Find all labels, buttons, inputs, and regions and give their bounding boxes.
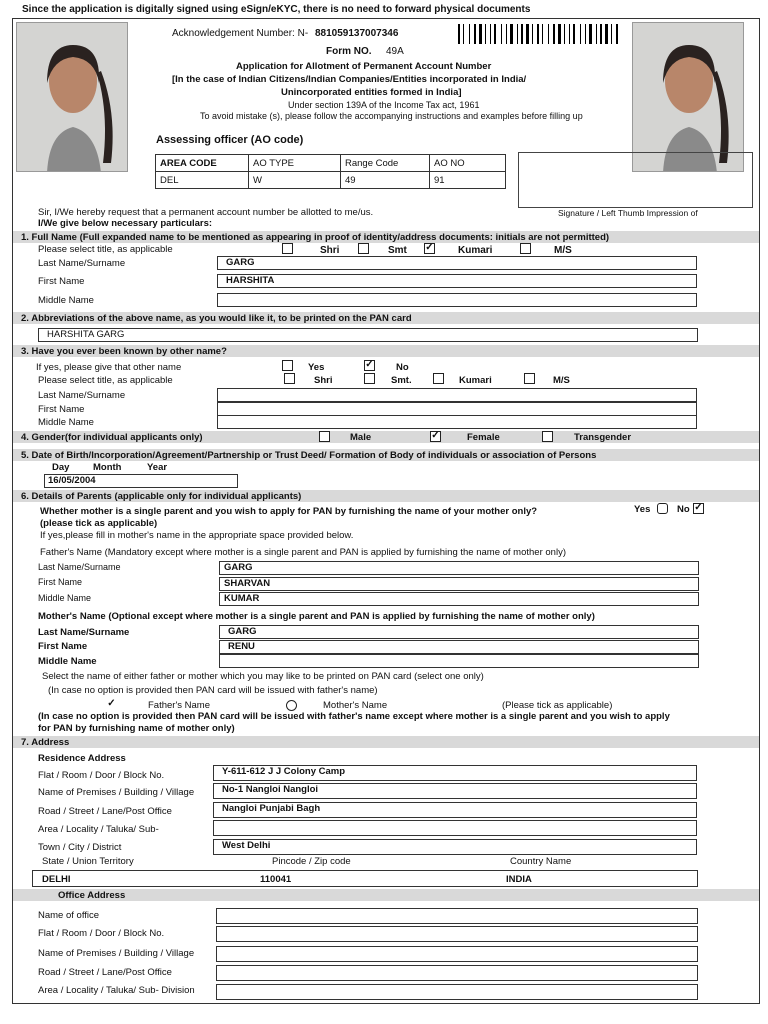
s3-kumari-label: Kumari: [459, 375, 492, 386]
s6-select-line-2: (In case no option is provided then PAN card will be issued with father's name): [48, 685, 378, 696]
ao-head-type: AO TYPE: [249, 155, 341, 172]
ao-head-no: AO NO: [430, 155, 506, 172]
s4-female-checkbox[interactable]: ✓: [431, 430, 440, 441]
s3-smt-label: Smt.: [391, 375, 412, 386]
office-address-header: Office Address: [13, 889, 759, 901]
s7-road-field[interactable]: Nangloi Punjabi Bagh: [213, 802, 697, 818]
s6-father-heading: Father's Name (Mandatory except where mother is a single parent and PAN is applied by furnishing the name of mother only): [40, 547, 566, 558]
s6-note-1: (In case no option is provided then PAN card will be issued with father's name except where mother is a single parent and you wish to apply: [38, 711, 670, 722]
ack-label: Acknowledgement Number: N-: [172, 28, 309, 39]
s1-title-label: Please select title, as applicable: [38, 244, 173, 255]
s3-ms-label: M/S: [553, 375, 570, 386]
section-5-header: 5. Date of Birth/Incorporation/Agreement/Partnership or Trust Deed/ Formation of Body of individuals or association of Persons: [13, 449, 759, 461]
office-name-field[interactable]: [216, 908, 698, 924]
s7-town-label: Town / City / District: [38, 842, 122, 853]
s7-area-field[interactable]: [213, 820, 697, 836]
s6-select-line-1: Select the name of either father or mother which you may like to be printed on PAN card (select one only): [42, 671, 484, 682]
s1-ms-checkbox[interactable]: [520, 243, 531, 254]
s6-question-3: If yes,please fill in mother's name in the appropriate space provided below.: [40, 530, 354, 541]
s7-state-pin-country-row: [32, 870, 698, 887]
s6-father-last-label: Last Name/Surname: [38, 562, 121, 572]
s4-transgender-checkbox[interactable]: [542, 431, 553, 442]
s6-father-last-field[interactable]: GARG: [219, 561, 699, 575]
s3-ms-checkbox[interactable]: [524, 373, 535, 384]
s7-state-value: DELHI: [42, 874, 71, 885]
s1-last-field[interactable]: GARG: [217, 256, 697, 270]
s6-mother-first-label: First Name: [38, 641, 88, 652]
s6-yes-label: Yes: [634, 504, 651, 515]
s7-road-label: Road / Street / Lane/Post Office: [38, 806, 172, 817]
form-title: Application for Allotment of Permanent Account Number: [236, 61, 492, 72]
s5-day-label: Day: [52, 462, 70, 473]
s3-yes-checkbox[interactable]: [282, 360, 293, 371]
section-4-header: 4. Gender(for individual applicants only): [13, 431, 759, 443]
s7-flat-label: Flat / Room / Door / Block No.: [38, 770, 165, 781]
s6-fathers-name-checkbox[interactable]: ✓: [107, 698, 116, 709]
s7-country-label: Country Name: [510, 856, 572, 867]
s1-shri-checkbox[interactable]: [282, 243, 293, 254]
s7-town-field[interactable]: West Delhi: [213, 839, 697, 855]
ao-head-area: AREA CODE: [156, 155, 249, 172]
s6-question-2: (please tick as applicable): [40, 518, 158, 529]
s6-father-middle-field[interactable]: KUMAR: [219, 592, 699, 606]
s3-no-label: No: [396, 362, 409, 373]
section-7-header: 7. Address: [13, 736, 759, 748]
barcode: [458, 24, 622, 44]
s3-title-label: Please select title, as applicable: [38, 375, 173, 386]
s3-first-label: First Name: [38, 404, 85, 415]
s6-mother-last-field[interactable]: GARG: [219, 625, 699, 639]
s6-no-checkbox[interactable]: ✓: [694, 502, 703, 513]
s1-shri-label: Shri: [320, 245, 340, 256]
s6-question-1: Whether mother is a single parent and you wish to apply for PAN by furnishing the name of your mother only?: [40, 506, 538, 517]
ao-range: 49: [341, 172, 430, 189]
s5-year-label: Year: [147, 462, 168, 473]
s1-middle-field[interactable]: [217, 293, 697, 307]
s2-abbrev-field[interactable]: HARSHITA GARG: [38, 328, 698, 342]
s3-middle-field[interactable]: [217, 415, 697, 429]
office-premises-field[interactable]: [216, 946, 698, 962]
form-subtitle-1: [In the case of Indian Citizens/Indian Companies/Entities incorporated in India/: [172, 74, 527, 85]
section-3-header: 3. Have you ever been known by other name?: [13, 345, 759, 357]
ack-number: 881059137007346: [315, 28, 399, 39]
s3-shri-checkbox[interactable]: [284, 373, 295, 384]
s6-mother-middle-field[interactable]: [219, 654, 699, 668]
signature-label: Signature / Left Thumb Impression of: [558, 208, 698, 218]
s7-area-label: Area / Locality / Taluka/ Sub-: [38, 824, 159, 835]
ao-no: 91: [430, 172, 506, 189]
signature-box: [518, 152, 753, 208]
s6-no-label: No: [677, 504, 690, 515]
s1-last-label: Last Name/Surname: [38, 258, 126, 269]
request-line-2: I/We give below necessary particulars:: [38, 218, 213, 229]
office-road-field[interactable]: [216, 965, 698, 981]
s1-middle-label: Middle Name: [38, 295, 94, 306]
s6-yes-checkbox[interactable]: [657, 503, 668, 514]
office-flat-field[interactable]: [216, 926, 698, 942]
s1-kumari-checkbox[interactable]: ✓: [425, 242, 434, 253]
office-name-label: Name of office: [38, 910, 100, 921]
s7-pincode-value: 110041: [260, 874, 292, 885]
top-notice: Since the application is digitally signed using eSign/eKYC, there is no need to forward physical documents: [22, 4, 531, 15]
s6-mothers-name-label: Mother's Name: [323, 700, 388, 711]
office-road-label: Road / Street / Lane/Post Office: [38, 967, 172, 978]
form-subtitle-3: Under section 139A of the Income Tax act, 1961: [288, 100, 480, 110]
s6-note-2: for PAN by furnishing name of mother only): [38, 723, 235, 734]
ao-area: DEL: [156, 172, 249, 189]
s1-ms-label: M/S: [554, 245, 572, 256]
section-1-header: 1. Full Name (Full expanded name to be mentioned as appearing in proof of identity/address documents: initials are not permitted): [13, 231, 759, 243]
s1-first-label: First Name: [38, 276, 85, 287]
s1-smt-label: Smt: [388, 245, 407, 256]
s6-mother-middle-label: Middle Name: [38, 656, 97, 667]
s3-last-field[interactable]: [217, 388, 697, 402]
ao-table: [155, 154, 506, 189]
s3-middle-label: Middle Name: [38, 417, 94, 428]
s7-country-value: INDIA: [506, 874, 532, 885]
s3-kumari-checkbox[interactable]: [433, 373, 444, 384]
s6-father-middle-label: Middle Name: [38, 593, 92, 603]
applicant-photo-right: [632, 22, 744, 172]
s7-pincode-label: Pincode / Zip code: [272, 856, 351, 867]
form-subtitle-2: Unincorporated entities formed in India]: [281, 87, 462, 98]
s4-male-label: Male: [350, 432, 372, 443]
s3-question: If yes, please give that other name: [36, 362, 182, 373]
s4-male-checkbox[interactable]: [319, 431, 330, 442]
s6-mother-first-field[interactable]: RENU: [219, 640, 699, 654]
person-photo-icon: [17, 23, 128, 172]
office-flat-label: Flat / Room / Door / Block No.: [38, 928, 165, 939]
s3-last-label: Last Name/Surname: [38, 390, 126, 401]
s3-smt-checkbox[interactable]: [364, 373, 375, 384]
s5-dob-field[interactable]: 16/05/2004: [44, 474, 238, 488]
s3-first-field[interactable]: [217, 402, 697, 416]
s6-mother-last-label: Last Name/Surname: [38, 627, 130, 638]
s1-kumari-label: Kumari: [458, 245, 493, 256]
ao-heading: Assessing officer (AO code): [156, 134, 304, 146]
section-2-header: 2. Abbreviations of the above name, as you would like it, to be printed on the PAN card: [13, 312, 759, 324]
office-premises-label: Name of Premises / Building / Village: [38, 948, 195, 959]
s6-mother-heading: Mother's Name (Optional except where mother is a single parent and PAN is applied by furnishing the name of mother only): [38, 611, 595, 622]
s7-flat-field[interactable]: Y-611-612 J J Colony Camp: [213, 765, 697, 781]
request-line-1: Sir, I/We hereby request that a permanent account number be allotted to me/us.: [38, 207, 374, 218]
s6-father-first-label: First Name: [38, 577, 83, 587]
s1-first-field[interactable]: HARSHITA: [217, 274, 697, 288]
office-area-label: Area / Locality / Taluka/ Sub- Division: [38, 985, 195, 996]
applicant-photo-left: [16, 22, 128, 172]
s7-state-label: State / Union Territory: [42, 856, 134, 867]
s6-mothers-name-checkbox[interactable]: [286, 700, 297, 711]
section-6-header: 6. Details of Parents (applicable only for individual applicants): [13, 490, 759, 502]
s5-month-label: Month: [93, 462, 122, 473]
s4-female-label: Female: [467, 432, 500, 443]
s3-no-checkbox[interactable]: ✓: [365, 359, 374, 370]
form-subtitle-4: To avoid mistake (s), please follow the accompanying instructions and examples before filling up: [200, 111, 583, 121]
s7-premises-field[interactable]: No-1 Nangloi Nangloi: [213, 783, 697, 799]
form-number: 49A: [386, 46, 404, 57]
ao-head-range: Range Code: [341, 155, 430, 172]
form-label: Form NO.: [326, 46, 372, 57]
s6-fathers-name-label: Father's Name: [148, 700, 211, 711]
s6-father-first-field[interactable]: SHARVAN: [219, 577, 699, 591]
s7-residence-heading: Residence Address: [38, 753, 126, 764]
person-photo-icon: [633, 23, 744, 172]
ao-type: W: [249, 172, 341, 189]
s6-tick-note: (Please tick as applicable): [502, 700, 613, 711]
s1-smt-checkbox[interactable]: [358, 243, 369, 254]
s7-premises-label: Name of Premises / Building / Village: [38, 787, 195, 798]
s3-yes-label: Yes: [308, 362, 325, 373]
s3-shri-label: Shri: [314, 375, 333, 386]
s4-transgender-label: Transgender: [574, 432, 632, 443]
office-area-field[interactable]: [216, 984, 698, 1000]
